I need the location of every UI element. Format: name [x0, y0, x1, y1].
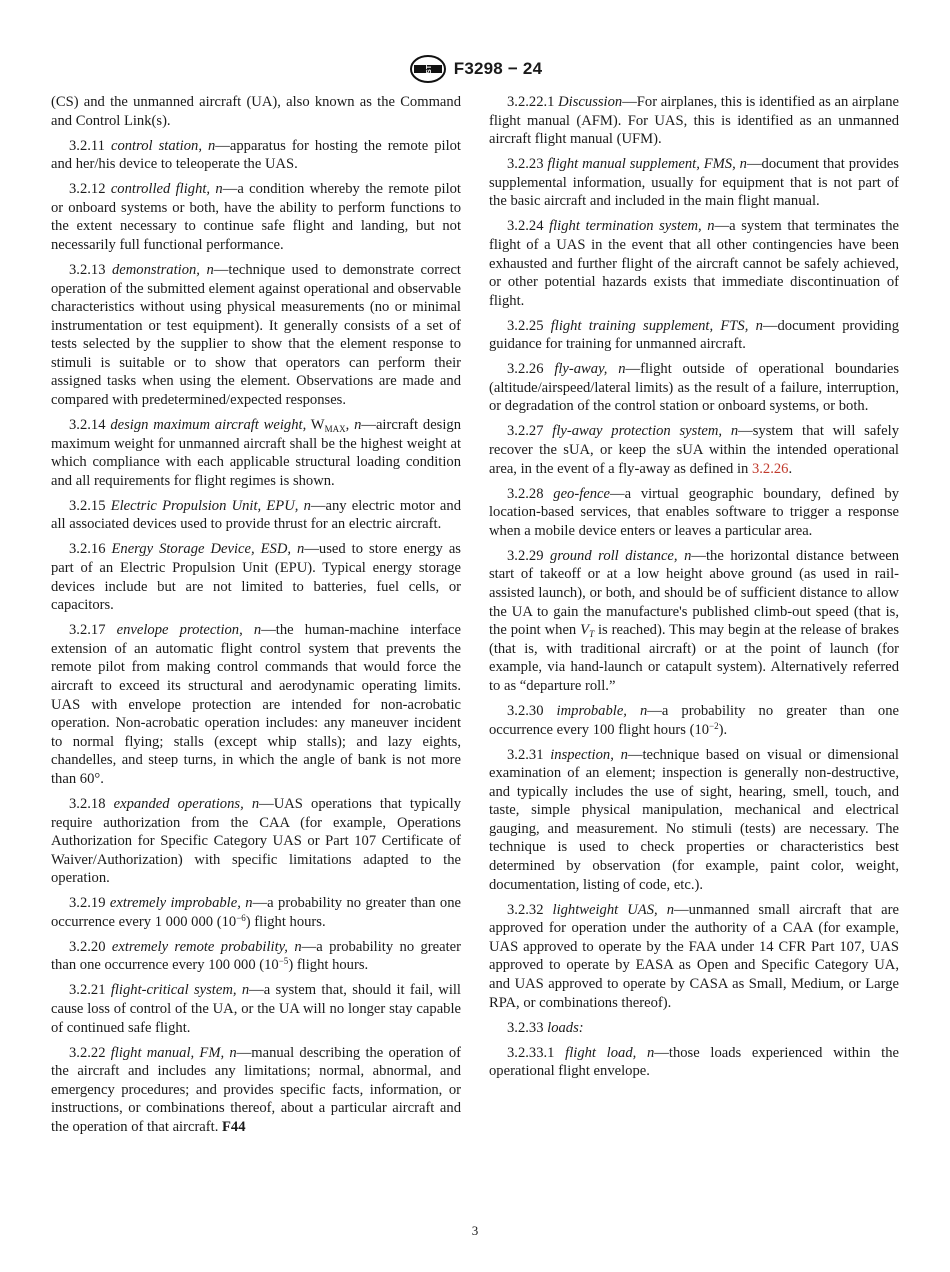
definition-3.2.19: 3.2.19 extremely improbable, n—a probability no greater than one occurrence every 1 000 000 $(10^{-6})$ flight hours. — [51, 895, 461, 930]
definition-3.2.22: 3.2.22 flight manual, FM, n—manual describing the operation of the aircraft and includes any limitations; normal, abnormal, and emergency procedures; and provides specific facts, information, or instructions, or combinations thereof, about a particular aircraft and the operation of that aircraft. F44 — [51, 1044, 461, 1135]
svg-text:ASTM: ASTM — [425, 59, 433, 79]
definition-3.2.17: 3.2.17 envelope protection, n—the human-machine interface extension of an automatic flight control system that prevents the remote pilot from making control commands that would force the aircraft to exceed its structural and aerodynamic operating limits. UAS with envelope protection are intended for non-acrobatic operation. Non-acrobatic operation includes: any maneuver incident to normal flying; stalls (except whip stalls); and lazy eights, chandelles, and steep turns, in which the angle of bank is not more than 60°. — [51, 622, 461, 787]
definition-3.2.30: 3.2.30 improbable, n—a probability no greater than one occurrence every 100 flight hours $(10^{-2})$. — [489, 702, 899, 738]
definition-3.2.32: 3.2.32 lightweight UAS, n—unmanned small aircraft that are approved for operation under the authority of a CAA (for example, UAS approved to operate by the FAA under 14 CFR Part 107, UAS approved to operate by EASA as Open and Specific Category UA, and UAS approved to operate by CASA as Small, Medium, or Large RPA, or combinations thereof). — [489, 901, 899, 1011]
definition-3.2.21: 3.2.21 flight-critical system, n—a system that, should it fail, will cause loss of control of the UA, or the UA will no longer stay capable of continued safe flight. — [51, 982, 461, 1036]
paragraph: (CS) and the unmanned aircraft (UA), also known as the Command and Control Link(s). — [51, 94, 461, 129]
definition-3.2.24: 3.2.24 flight termination system, n—a system that terminates the flight of a UAS in the event that all other contingencies have been exhausted and further flight of the aircraft cannot be safely achieved, or other potential hazards exists that immediate discontinuation of flight. — [489, 218, 899, 309]
definition-3.2.13: 3.2.13 demonstration, n—technique used to demonstrate correct operation of the submitted element against operational and observable characteristics without using physical measurements (no or minimal instrumentation or test equipment). It generally consists of a set of tests selected by the supplier to show that the element response to stimuli is suitable or to show that operators can perform their assigned tasks when using the element. Observations are made and compared with predetermined/expected responses. — [51, 261, 461, 409]
definition-3.2.11: 3.2.11 control station, n—apparatus for hosting the remote pilot and her/his device to teleoperate the UAS. — [51, 137, 461, 173]
definition-3.2.25: 3.2.25 flight training supplement, FTS, n—document providing guidance for training for unmanned aircraft. — [489, 317, 899, 353]
definition-3.2.29: 3.2.29 ground roll distance, n—the horizontal distance between start of takeoff or at a low height above ground (as used in rail-assisted launch), or both, and should be of sufficient distance to allow the UA to gain the manufacture's published climb-out speed (that is, the point when $V_T$ is reached). This may begin at the release of brakes (that is, with traditional aircraft) or at the point of launch (for example, via hand-launch or catapult system). Alternatively referred to as “departure roll.” — [489, 547, 899, 694]
definition-3.2.28: 3.2.28 geo-fence—a virtual geographic boundary, defined by location-based services, that enables software to trigger a response when a mobile device enters or leaves a particular area. — [489, 485, 899, 539]
definition-3.2.12: 3.2.12 controlled flight, n—a condition whereby the remote pilot or onboard systems or both, have the ability to perform functions to the extent necessary to continue safe flight and landing, but not necessarily full functional performance. — [51, 181, 461, 253]
cross-reference-link[interactable]: 3.2.26 — [751, 460, 789, 477]
definition-3.2.31: 3.2.31 inspection, n—technique based on visual or dimensional examination of an element; inspection is generally non-destructive, and typically includes the use of sight, hearing, smell, touch, and taste, simple physical manipulation, mechanical and electrical gauging, and measurement. No stimuli (tests) are necessary. The technique is used to check properties or characteristics best determined by observation (for example, paint color, weight, documentation, listing of code, etc.). — [489, 746, 899, 893]
definition-3.2.16: 3.2.16 Energy Storage Device, ESD, n—used to store energy as part of an Electric Propulsion Unit (EPU). Typical energy storage devices include but are not limited to batteries, fuel cells, or capacitors. — [51, 541, 461, 614]
page-header — [0, 52, 950, 86]
definition-3.2.33: 3.2.33 loads: — [507, 1019, 584, 1036]
definition-3.2.20: 3.2.20 extremely remote probability, n—a probability no greater than one occurrence every 100 000 $(10^{-5})$ flight hours. — [51, 938, 461, 974]
right-column — [489, 93, 899, 1087]
f44-mark: F44 — [222, 1118, 246, 1135]
definition-3.2.14: 3.2.14 design maximum aircraft weight, $W_{MAX}$, n—aircraft design maximum weight for unmanned aircraft shall be the highest weight at which compliance with each applicable structural loading condition and all requirements for flight regimes is shown. — [51, 417, 461, 489]
definition-3.2.15: 3.2.15 Electric Propulsion Unit, EPU, n—any electric motor and all associated devices used to provide thrust for an electric aircraft. — [51, 497, 461, 533]
standard-designation: F3298 − 24 — [453, 59, 543, 78]
definition-3.2.18: 3.2.18 expanded operations, n—UAS operations that typically require authorization from the CAA (for example, Operations Authorization for Specific Category UAS or Part 107 Certificate of Waiver/Authorization) with specific limitations adapted to the operation. — [51, 795, 461, 887]
definition-3.2.26: 3.2.26 fly-away, n—flight outside of operational boundaries (altitude/airspeed/lateral limits) as the result of a failure, interruption, or degradation of the control station or onboard systems, or both. — [489, 361, 900, 415]
definition-3.2.27: 3.2.27 fly-away protection system, n—system that will safely recover the sUA, or keep the sUA within the intended operational area, in the event of a fly-away as defined in 3.2.26. — [489, 423, 899, 477]
definition-3.2.22.1: 3.2.22.1 Discussion—For airplanes, this is identified as an airplane flight manual (AFM). For UAS, this is identified as an unmanned aircraft flight manual (UFM). — [489, 94, 899, 148]
definition-3.2.23: 3.2.23 flight manual supplement, FMS, n—document that provides supplemental information, usually for equipment that is not part of the basic aircraft and included in the main flight manual. — [489, 156, 899, 210]
page-number: 3 — [471, 1223, 479, 1238]
left-column — [51, 93, 461, 1143]
astm-logo-icon — [408, 54, 448, 84]
definition-3.2.33.1: 3.2.33.1 flight load, n—those loads experienced within the operational flight envelope. — [489, 1044, 899, 1080]
